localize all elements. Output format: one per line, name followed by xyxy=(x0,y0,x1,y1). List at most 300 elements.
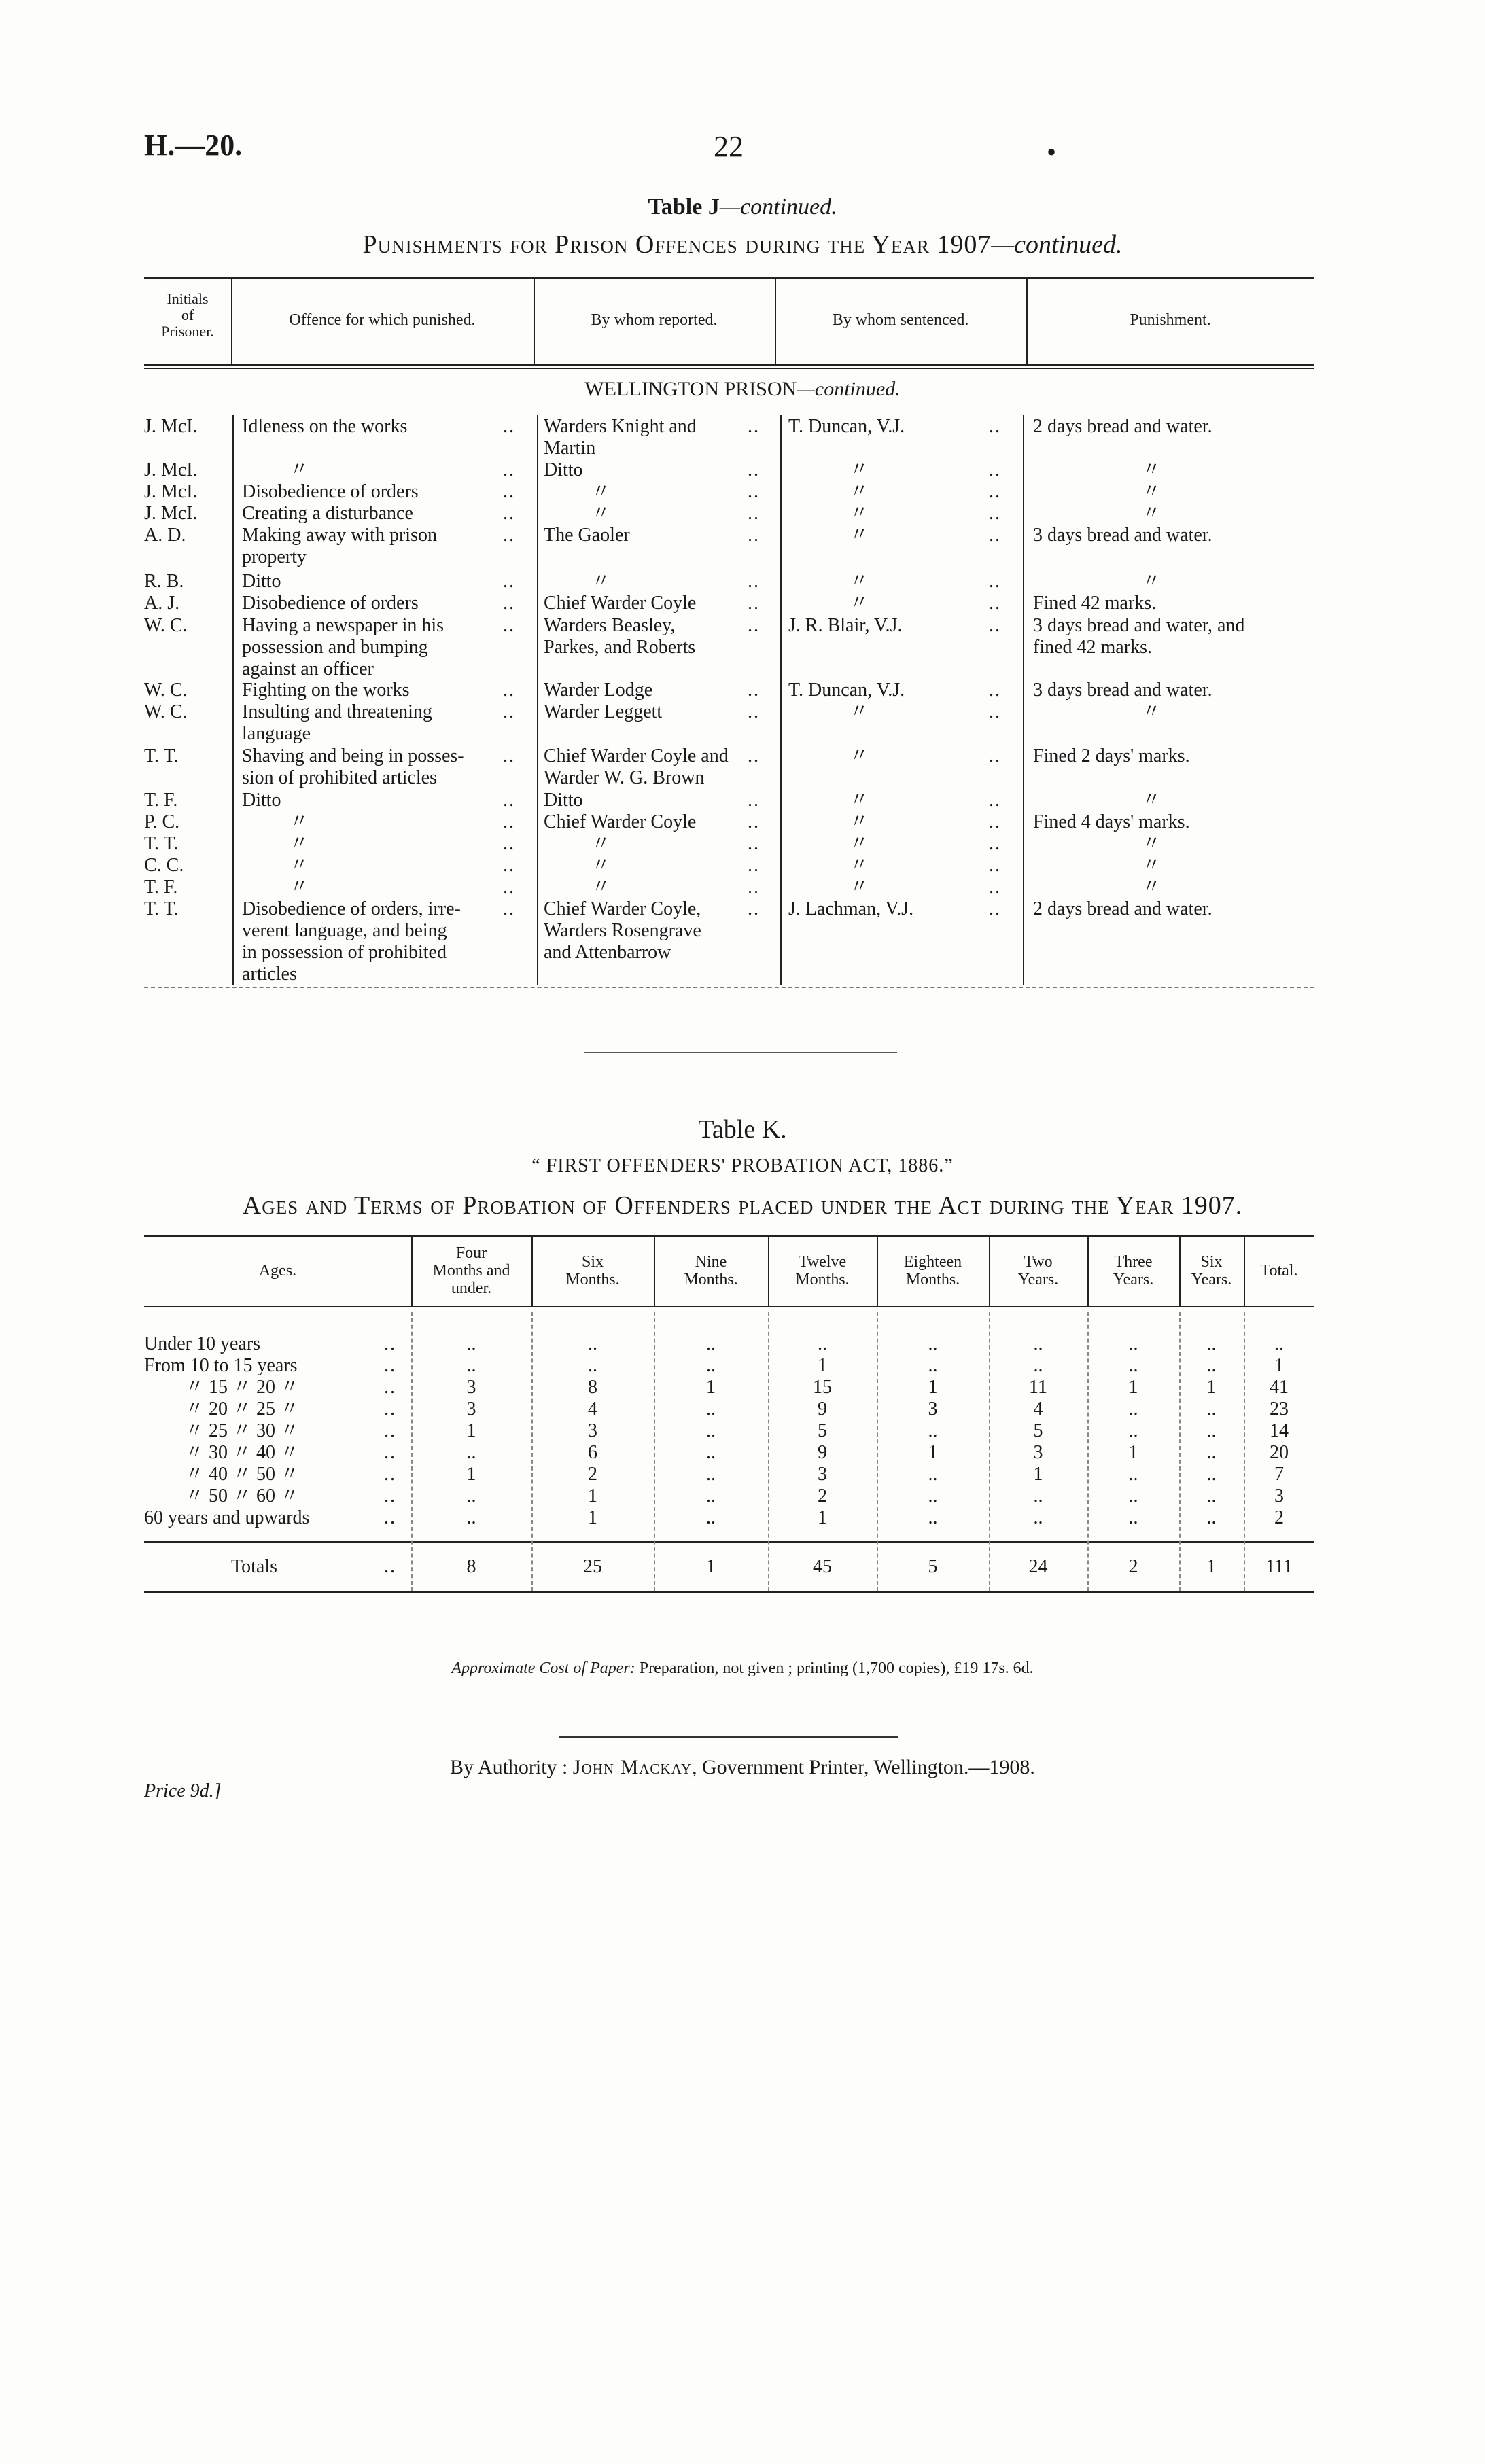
value-cell: 1 xyxy=(706,1377,716,1398)
totals-label: Totals xyxy=(231,1556,278,1577)
cell-reported: Warder Leggett xyxy=(544,701,663,722)
cell-sentenced: 〃 xyxy=(850,593,869,614)
value-cell: .. xyxy=(466,1507,476,1528)
value-cell: 1 xyxy=(1274,1355,1284,1376)
value-cell: .. xyxy=(1128,1333,1138,1354)
leader-dots: .. xyxy=(989,877,1001,898)
cell-initials: R. B. xyxy=(144,571,184,592)
cell-punishment: Fined 2 days' marks. xyxy=(1033,745,1190,767)
cell-initials: J. McI. xyxy=(144,416,198,437)
value-cell: 1 xyxy=(928,1442,938,1463)
value-cell: 8 xyxy=(588,1377,597,1398)
cell-reported: Warders Beasley, Parkes, and Roberts xyxy=(544,615,696,658)
table-j-header-rule xyxy=(144,364,1314,366)
value-cell: 1 xyxy=(466,1464,476,1485)
cell-punishment: 3 days bread and water. xyxy=(1033,680,1212,701)
cell-initials: C. C. xyxy=(144,855,184,876)
cell-reported: Ditto xyxy=(544,790,583,811)
cell-reported: Chief Warder Coyle xyxy=(544,811,697,832)
leader-dots: .. xyxy=(503,701,515,722)
cell-offence: 〃 xyxy=(290,855,309,876)
value-cell: .. xyxy=(1128,1420,1138,1441)
cell-offence: Creating a disturbance xyxy=(242,503,413,524)
cell-offence: Disobedience of orders xyxy=(242,481,419,502)
leader-dots: .. xyxy=(748,855,760,876)
cell-offence: Disobedience of orders, irre- verent language, and being in possession of prohibited articles xyxy=(242,898,461,985)
value-cell: 2 xyxy=(818,1485,827,1507)
value-cell: 14 xyxy=(1270,1420,1289,1441)
leader-dots: .. xyxy=(989,459,1001,480)
value-cell: 5 xyxy=(1033,1420,1043,1441)
page-number: 22 xyxy=(714,130,744,163)
cell-punishment: 〃 xyxy=(1142,790,1161,811)
leader-dots: .. xyxy=(503,898,515,919)
value-cell: .. xyxy=(1033,1333,1043,1354)
table-k-title: Table K. xyxy=(698,1115,787,1144)
total-cell: 25 xyxy=(583,1556,602,1577)
leader-dots: .. xyxy=(503,811,515,832)
table-k-col-divider-dashed xyxy=(654,1312,655,1591)
cell-punishment: 〃 xyxy=(1142,701,1161,722)
cell-offence: Making away with prison property xyxy=(242,525,437,567)
cell-initials: T. T. xyxy=(144,833,179,854)
age-label: From 10 to 15 years xyxy=(144,1355,298,1376)
table-j-title-suffix: —continued. xyxy=(719,194,837,219)
age-label: 〃 40 〃 50 〃 xyxy=(185,1464,300,1485)
cell-punishment: 2 days bread and water. xyxy=(1033,898,1212,919)
value-cell: .. xyxy=(928,1420,938,1441)
cell-reported: 〃 xyxy=(591,877,611,898)
leader-dots: .. xyxy=(748,503,760,524)
section-label-suffix: —continued. xyxy=(797,378,901,400)
value-cell: .. xyxy=(1206,1420,1217,1441)
value-cell: .. xyxy=(706,1464,716,1485)
table-k-header-9: Total. xyxy=(1260,1262,1298,1280)
value-cell: .. xyxy=(706,1333,716,1354)
table-j-section-label xyxy=(0,378,1485,401)
leader-dots: .. xyxy=(989,571,1001,592)
cell-sentenced: 〃 xyxy=(850,833,869,854)
leader-dots: .. xyxy=(503,790,515,811)
table-k-col-divider-dashed xyxy=(877,1312,878,1591)
value-cell: .. xyxy=(1206,1507,1217,1528)
value-cell: .. xyxy=(706,1507,716,1528)
value-cell: 2 xyxy=(1274,1507,1284,1528)
cell-punishment: Fined 42 marks. xyxy=(1033,593,1157,614)
value-cell: 3 xyxy=(588,1420,597,1441)
value-cell: 1 xyxy=(588,1485,597,1507)
cell-sentenced: 〃 xyxy=(850,571,869,592)
cell-initials: W. C. xyxy=(144,701,188,722)
total-cell: 45 xyxy=(813,1556,832,1577)
cell-punishment: 〃 xyxy=(1142,459,1161,480)
value-cell: 1 xyxy=(818,1507,827,1528)
value-cell: .. xyxy=(1206,1355,1217,1376)
value-cell: .. xyxy=(706,1398,716,1420)
leader-dots: .. xyxy=(384,1420,396,1441)
table-k-bottom-rule xyxy=(144,1591,1314,1593)
leader-dots: .. xyxy=(748,416,760,437)
cell-offence: 〃 xyxy=(290,459,309,480)
cell-reported: 〃 xyxy=(591,481,611,502)
cell-sentenced: 〃 xyxy=(850,525,869,546)
value-cell: .. xyxy=(1206,1398,1217,1420)
authority-line xyxy=(0,1756,1485,1779)
authority-suffix: , Government Printer, Wellington.—1908. xyxy=(692,1756,1035,1778)
cost-label: Approximate Cost of Paper: xyxy=(451,1659,635,1677)
table-j-title xyxy=(0,194,1485,220)
total-cell: 24 xyxy=(1028,1556,1048,1577)
table-k-header-1: Four Months and under. xyxy=(432,1244,510,1297)
stray-mark: • xyxy=(1047,137,1057,167)
price: Price 9d.] xyxy=(144,1780,222,1801)
leader-dots: .. xyxy=(384,1507,396,1528)
leader-dots: .. xyxy=(989,898,1001,919)
cell-offence: Ditto xyxy=(242,790,281,811)
leader-dots: .. xyxy=(503,416,515,437)
total-cell: 2 xyxy=(1128,1556,1138,1577)
table-k-header-5: Eighteen Months. xyxy=(903,1253,962,1288)
value-cell: .. xyxy=(588,1355,597,1376)
value-cell: 2 xyxy=(588,1464,597,1485)
value-cell: .. xyxy=(1274,1333,1284,1354)
value-cell: .. xyxy=(1033,1507,1043,1528)
cell-initials: T. F. xyxy=(144,877,178,898)
table-k-header-0: Ages. xyxy=(258,1262,297,1280)
cell-initials: A. J. xyxy=(144,593,180,614)
cost-of-paper xyxy=(0,1659,1485,1678)
table-k-col-divider-dashed xyxy=(1087,1312,1089,1591)
cell-reported: Chief Warder Coyle xyxy=(544,593,697,614)
leader-dots: .. xyxy=(989,790,1001,811)
table-j-body-divider xyxy=(537,415,538,985)
leader-dots: .. xyxy=(748,459,760,480)
table-k-col-divider-dashed xyxy=(1179,1312,1181,1591)
leader-dots: .. xyxy=(748,481,760,502)
section-label-main: WELLINGTON PRISON xyxy=(584,378,797,400)
value-cell: 4 xyxy=(1033,1398,1043,1420)
value-cell: .. xyxy=(928,1485,938,1507)
cell-initials: A. D. xyxy=(144,525,186,546)
table-k-header-2: Six Months. xyxy=(565,1253,620,1288)
leader-dots: .. xyxy=(384,1398,396,1420)
leader-dots: .. xyxy=(748,701,760,722)
cell-offence: 〃 xyxy=(290,833,309,854)
age-label: Under 10 years xyxy=(144,1333,261,1354)
leader-dots: .. xyxy=(748,833,760,854)
leader-dots: .. xyxy=(989,615,1001,636)
leader-dots: .. xyxy=(503,877,515,898)
cell-sentenced: 〃 xyxy=(850,481,869,502)
value-cell: 15 xyxy=(813,1377,832,1398)
cell-sentenced: J. Lachman, V.J. xyxy=(788,898,914,919)
value-cell: .. xyxy=(466,1442,476,1463)
cell-sentenced: 〃 xyxy=(850,745,869,767)
leader-dots: .. xyxy=(748,615,760,636)
value-cell: 20 xyxy=(1270,1442,1289,1463)
cell-reported: 〃 xyxy=(591,855,611,876)
cell-offence: Fighting on the works xyxy=(242,680,410,701)
leader-dots: .. xyxy=(748,745,760,767)
value-cell: 3 xyxy=(466,1377,476,1398)
leader-dots: .. xyxy=(989,745,1001,767)
value-cell: 1 xyxy=(928,1377,938,1398)
value-cell: .. xyxy=(1128,1398,1138,1420)
total-cell: 1 xyxy=(706,1556,716,1577)
cell-initials: J. McI. xyxy=(144,503,198,524)
value-cell: 1 xyxy=(1128,1442,1138,1463)
leader-dots: .. xyxy=(503,615,515,636)
cost-text: Preparation, not given ; printing (1,700 copies), £19 17s. 6d. xyxy=(639,1659,1034,1677)
table-k-header-6: Two Years. xyxy=(1017,1253,1059,1288)
leader-dots: .. xyxy=(748,811,760,832)
value-cell: 4 xyxy=(588,1398,597,1420)
authority-prefix: By Authority : xyxy=(450,1756,568,1778)
value-cell: 1 xyxy=(1033,1464,1043,1485)
total-cell: 111 xyxy=(1265,1556,1293,1577)
age-label: 〃 20 〃 25 〃 xyxy=(185,1398,300,1420)
cell-sentenced: 〃 xyxy=(850,503,869,524)
leader-dots: .. xyxy=(384,1442,396,1463)
value-cell: 41 xyxy=(1270,1377,1289,1398)
cell-punishment: 3 days bread and water. xyxy=(1033,525,1212,546)
age-label: 60 years and upwards xyxy=(144,1507,310,1528)
value-cell: .. xyxy=(706,1420,716,1441)
printer-name: John Mackay xyxy=(572,1756,692,1778)
value-cell: .. xyxy=(1128,1464,1138,1485)
leader-dots: .. xyxy=(989,416,1001,437)
value-cell: .. xyxy=(1033,1485,1043,1507)
age-label: 〃 30 〃 40 〃 xyxy=(185,1442,300,1463)
value-cell: .. xyxy=(1128,1507,1138,1528)
value-cell: 3 xyxy=(466,1398,476,1420)
table-k-header-8: Six Years. xyxy=(1191,1253,1232,1288)
value-cell: 5 xyxy=(818,1420,827,1441)
cell-sentenced: T. Duncan, V.J. xyxy=(788,680,905,701)
value-cell: .. xyxy=(928,1355,938,1376)
leader-dots: .. xyxy=(989,811,1001,832)
leader-dots: .. xyxy=(384,1556,396,1577)
cell-offence: Ditto xyxy=(242,571,281,592)
value-cell: .. xyxy=(466,1485,476,1507)
leader-dots: .. xyxy=(384,1377,396,1398)
value-cell: 11 xyxy=(1029,1377,1047,1398)
cell-initials: T. T. xyxy=(144,745,179,767)
value-cell: .. xyxy=(1128,1485,1138,1507)
cell-reported: 〃 xyxy=(591,571,611,592)
leader-dots: .. xyxy=(384,1485,396,1507)
leader-dots: .. xyxy=(503,745,515,767)
value-cell: .. xyxy=(818,1333,827,1354)
table-j-subtitle xyxy=(0,230,1485,260)
cell-initials: J. McI. xyxy=(144,481,198,502)
value-cell: 9 xyxy=(818,1442,827,1463)
table-j-header-reported: By whom reported. xyxy=(591,311,718,329)
leader-dots: .. xyxy=(989,833,1001,854)
value-cell: 23 xyxy=(1270,1398,1289,1420)
section-separator xyxy=(584,1052,897,1053)
total-cell: 5 xyxy=(928,1556,938,1577)
table-k-top-rule xyxy=(144,1235,1314,1237)
cell-reported: 〃 xyxy=(591,503,611,524)
leader-dots: .. xyxy=(989,481,1001,502)
cell-reported: Ditto xyxy=(544,459,583,480)
cell-offence: Having a newspaper in his possession and bumping against an officer xyxy=(242,615,444,680)
table-j-header-offence: Offence for which punished. xyxy=(289,311,476,329)
value-cell: 1 xyxy=(1128,1377,1138,1398)
cell-sentenced: 〃 xyxy=(850,877,869,898)
leader-dots: .. xyxy=(503,593,515,614)
value-cell: .. xyxy=(928,1507,938,1528)
value-cell: .. xyxy=(588,1333,597,1354)
table-j-header-punishment: Punishment. xyxy=(1130,311,1211,329)
value-cell: 3 xyxy=(1033,1442,1043,1463)
table-k-header-rule xyxy=(144,1306,1314,1307)
leader-dots: .. xyxy=(989,701,1001,722)
cell-punishment: 〃 xyxy=(1142,571,1161,592)
table-k-header-3: Nine Months. xyxy=(684,1253,738,1288)
value-cell: .. xyxy=(706,1442,716,1463)
leader-dots: .. xyxy=(748,680,760,701)
table-k-col-divider-dashed xyxy=(411,1312,413,1591)
table-j-header-sentenced: By whom sentenced. xyxy=(832,311,969,329)
leader-dots: .. xyxy=(384,1355,396,1376)
value-cell: .. xyxy=(466,1333,476,1354)
value-cell: 9 xyxy=(818,1398,827,1420)
value-cell: 6 xyxy=(588,1442,597,1463)
leader-dots: .. xyxy=(384,1333,396,1354)
value-cell: .. xyxy=(1206,1464,1217,1485)
leader-dots: .. xyxy=(748,790,760,811)
cell-reported: Chief Warder Coyle and Warder W. G. Brown xyxy=(544,745,729,788)
age-label: 〃 25 〃 30 〃 xyxy=(185,1420,300,1441)
leader-dots: .. xyxy=(748,571,760,592)
leader-dots: .. xyxy=(748,525,760,546)
table-k-col-divider-dashed xyxy=(768,1312,769,1591)
value-cell: .. xyxy=(706,1485,716,1507)
cell-punishment: 〃 xyxy=(1142,855,1161,876)
leader-dots: .. xyxy=(503,833,515,854)
cell-initials: W. C. xyxy=(144,680,188,701)
leader-dots: .. xyxy=(503,571,515,592)
value-cell: 7 xyxy=(1274,1464,1284,1485)
cell-reported: Warder Lodge xyxy=(544,680,653,701)
value-cell: 1 xyxy=(588,1507,597,1528)
value-cell: .. xyxy=(1206,1333,1217,1354)
leader-dots: .. xyxy=(989,503,1001,524)
table-k-header-4: Twelve Months. xyxy=(795,1253,850,1288)
cell-punishment: Fined 4 days' marks. xyxy=(1033,811,1190,832)
cell-punishment: 〃 xyxy=(1142,503,1161,524)
table-k-subtitle: Ages and Terms of Probation of Offenders placed under the Act during the Year 1907. xyxy=(242,1191,1243,1220)
leader-dots: .. xyxy=(748,593,760,614)
value-cell: .. xyxy=(928,1333,938,1354)
table-j-header-rule-2 xyxy=(144,368,1314,369)
cell-initials: W. C. xyxy=(144,615,188,636)
table-j-title-main: Table J xyxy=(648,194,720,219)
cell-sentenced: 〃 xyxy=(850,790,869,811)
cell-initials: P. C. xyxy=(144,811,180,832)
cell-sentenced: 〃 xyxy=(850,701,869,722)
cell-initials: T. F. xyxy=(144,790,178,811)
value-cell: .. xyxy=(706,1355,716,1376)
age-label: 〃 15 〃 20 〃 xyxy=(185,1377,300,1398)
leader-dots: .. xyxy=(989,680,1001,701)
value-cell: 1 xyxy=(1206,1377,1217,1398)
cell-sentenced: 〃 xyxy=(850,855,869,876)
leader-dots: .. xyxy=(503,680,515,701)
table-k-act: “ FIRST OFFENDERS' PROBATION ACT, 1886.” xyxy=(531,1155,954,1176)
value-cell: .. xyxy=(928,1464,938,1485)
leader-dots: .. xyxy=(384,1464,396,1485)
value-cell: 3 xyxy=(1274,1485,1284,1507)
cell-reported: The Gaoler xyxy=(544,525,630,546)
cell-offence: Insulting and threatening language xyxy=(242,701,432,744)
value-cell: .. xyxy=(1206,1442,1217,1463)
value-cell: .. xyxy=(1128,1355,1138,1376)
value-cell: 1 xyxy=(466,1420,476,1441)
cell-reported: Chief Warder Coyle, Warders Rosengrave and Attenbarrow xyxy=(544,898,701,963)
value-cell: .. xyxy=(1033,1355,1043,1376)
total-cell: 1 xyxy=(1206,1556,1217,1577)
value-cell: .. xyxy=(1206,1485,1217,1507)
table-j-body-divider xyxy=(1023,415,1024,985)
table-j-top-rule xyxy=(144,277,1314,279)
leader-dots: .. xyxy=(503,855,515,876)
cell-initials: J. McI. xyxy=(144,459,198,480)
table-j-subtitle-main: Punishments for Prison Offences during the Year 1907 xyxy=(362,230,992,259)
value-cell: 3 xyxy=(818,1464,827,1485)
document-reference: H.—20. xyxy=(144,128,243,162)
age-label: 〃 50 〃 60 〃 xyxy=(185,1485,300,1507)
leader-dots: .. xyxy=(989,593,1001,614)
value-cell: 1 xyxy=(818,1355,827,1376)
cell-punishment: 3 days bread and water, and fined 42 marks. xyxy=(1033,615,1245,658)
leader-dots: .. xyxy=(503,525,515,546)
cell-punishment: 〃 xyxy=(1142,481,1161,502)
leader-dots: .. xyxy=(989,855,1001,876)
table-j-header-initials: Initials of Prisoner. xyxy=(161,290,214,340)
cell-initials: T. T. xyxy=(144,898,179,919)
cell-reported: Warders Knight and Martin xyxy=(544,416,697,459)
cell-punishment: 〃 xyxy=(1142,833,1161,854)
cell-offence: 〃 xyxy=(290,877,309,898)
table-k-col-divider-dashed xyxy=(1244,1312,1245,1591)
cell-punishment: 2 days bread and water. xyxy=(1033,416,1212,437)
table-k-totals-rule xyxy=(144,1541,1314,1543)
cell-offence: 〃 xyxy=(290,811,309,832)
leader-dots: .. xyxy=(503,481,515,502)
table-j-subtitle-suffix: —continued. xyxy=(991,230,1123,259)
cell-sentenced: 〃 xyxy=(850,811,869,832)
table-j-body-divider xyxy=(780,415,782,985)
table-k-header-7: Three Years. xyxy=(1113,1253,1154,1288)
leader-dots: .. xyxy=(748,898,760,919)
table-k-col-divider-dashed xyxy=(989,1312,990,1591)
cell-sentenced: J. R. Blair, V.J. xyxy=(788,615,903,636)
table-j-bottom-rule xyxy=(144,987,1314,988)
value-cell: 3 xyxy=(928,1398,938,1420)
cell-offence: Shaving and being in posses- sion of prohibited articles xyxy=(242,745,464,788)
cell-offence: Idleness on the works xyxy=(242,416,408,437)
cell-sentenced: T. Duncan, V.J. xyxy=(788,416,905,437)
cell-reported: 〃 xyxy=(591,833,611,854)
leader-dots: .. xyxy=(503,503,515,524)
cell-offence: Disobedience of orders xyxy=(242,593,419,614)
leader-dots: .. xyxy=(748,877,760,898)
value-cell: .. xyxy=(466,1355,476,1376)
table-k-col-divider-dashed xyxy=(531,1312,533,1591)
